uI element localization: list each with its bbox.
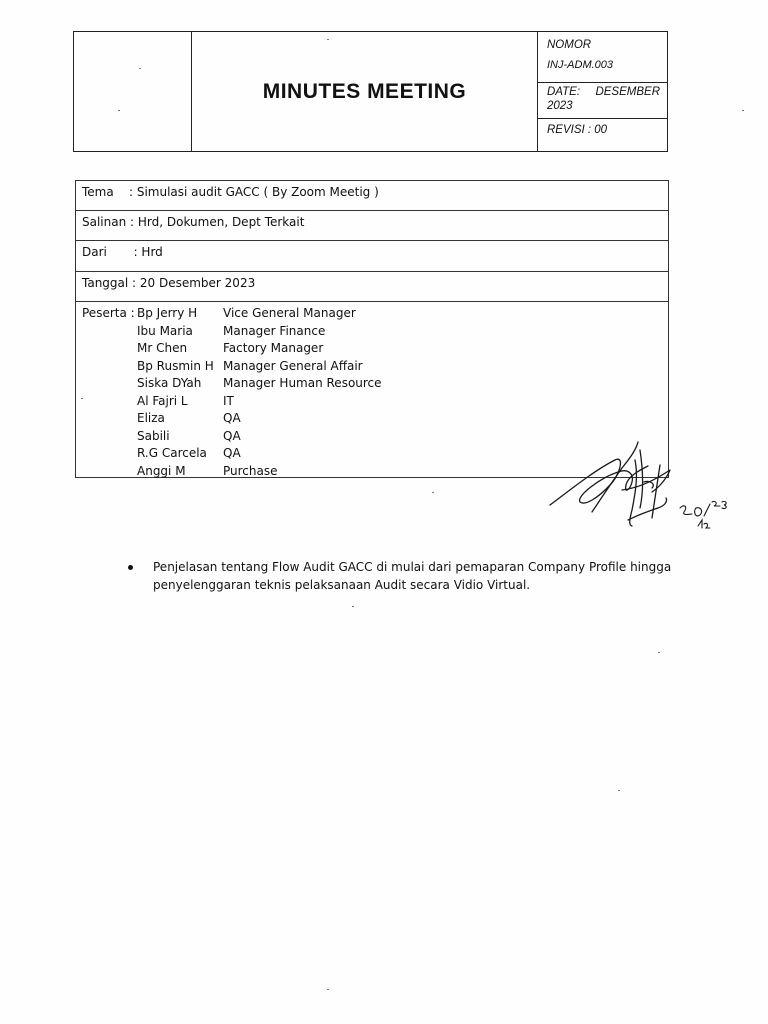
- nomor-label: NOMOR: [547, 39, 592, 51]
- peserta-label: Peserta :: [82, 306, 135, 320]
- peserta-role: QA: [223, 446, 241, 460]
- scan-speck: [742, 110, 744, 111]
- peserta-row: [76, 324, 668, 341]
- revisi-cell: [538, 119, 668, 152]
- dari-row: [76, 241, 668, 272]
- scan-speck: [118, 110, 120, 111]
- note-text: [153, 558, 673, 594]
- scan-speck: [618, 790, 620, 791]
- peserta-role: Vice General Manager: [223, 306, 356, 320]
- note-line: penyelenggaran teknis pelaksanaan Audit secara Vidio Virtual.: [153, 578, 531, 592]
- tanggal-text: Tanggal : 20 Desember 2023: [82, 276, 256, 290]
- peserta-role: IT: [223, 393, 234, 408]
- scan-speck: [327, 989, 329, 990]
- date-cell: [538, 83, 668, 119]
- peserta-role: Factory Manager: [223, 341, 324, 355]
- peserta-row: [76, 376, 668, 393]
- peserta-name: Bp Jerry H: [137, 306, 198, 320]
- salinan-row: [76, 211, 668, 241]
- bullet-dot: [128, 565, 133, 570]
- revisi-value: REVISI : 00: [547, 124, 608, 136]
- document-header: [73, 31, 668, 152]
- tanggal-row: [76, 272, 668, 302]
- salinan-text: Salinan : Hrd, Dokumen, Dept Terkait: [82, 215, 305, 229]
- peserta-role: Manager Finance: [223, 323, 326, 338]
- peserta-row: [76, 394, 668, 411]
- peserta-name: Al Fajri L: [137, 393, 188, 408]
- peserta-name: R.G Carcela: [137, 446, 207, 460]
- peserta-row: [76, 411, 668, 428]
- peserta-role: Purchase: [223, 463, 278, 478]
- peserta-row: [76, 306, 668, 323]
- peserta-role: Manager Human Resource: [223, 376, 382, 390]
- nomor-value: INJ-ADM.003: [547, 59, 614, 71]
- tema-row: [76, 181, 668, 211]
- scan-speck: [658, 652, 660, 653]
- logo-cell: [74, 32, 192, 151]
- signature-mark: [540, 430, 740, 540]
- peserta-name: Sabili: [137, 428, 170, 443]
- date-year: 2023: [547, 100, 573, 112]
- peserta-name: Anggi M: [137, 463, 186, 478]
- peserta-role: QA: [223, 428, 241, 443]
- peserta-row: [76, 359, 668, 376]
- peserta-name: Eliza: [137, 411, 165, 425]
- note-line: Penjelasan tentang Flow Audit GACC di mulai dari pemaparan Company Profile hingga: [153, 560, 672, 574]
- tema-text: Tema : Simulasi audit GACC ( By Zoom Meetig ): [82, 185, 379, 199]
- scan-speck: [327, 39, 329, 40]
- nomor-cell: [538, 32, 668, 83]
- scan-speck: [81, 398, 83, 399]
- document-title: MINUTES MEETING: [262, 79, 467, 103]
- scan-speck: [139, 68, 141, 69]
- peserta-name: Mr Chen: [137, 341, 188, 355]
- peserta-row: [76, 341, 668, 358]
- scan-speck: [432, 492, 434, 493]
- peserta-role: QA: [223, 411, 241, 425]
- peserta-name: Bp Rusmin H: [137, 358, 214, 373]
- peserta-role: Manager General Affair: [223, 358, 363, 373]
- date-label: DATE:: [547, 86, 581, 98]
- peserta-name: Siska DYah: [137, 376, 202, 390]
- dari-text: Dari : Hrd: [82, 245, 163, 259]
- document-meta: [537, 32, 668, 151]
- date-month: DESEMBER: [595, 86, 660, 98]
- peserta-name: Ibu Maria: [137, 323, 193, 338]
- scan-speck: [352, 606, 354, 607]
